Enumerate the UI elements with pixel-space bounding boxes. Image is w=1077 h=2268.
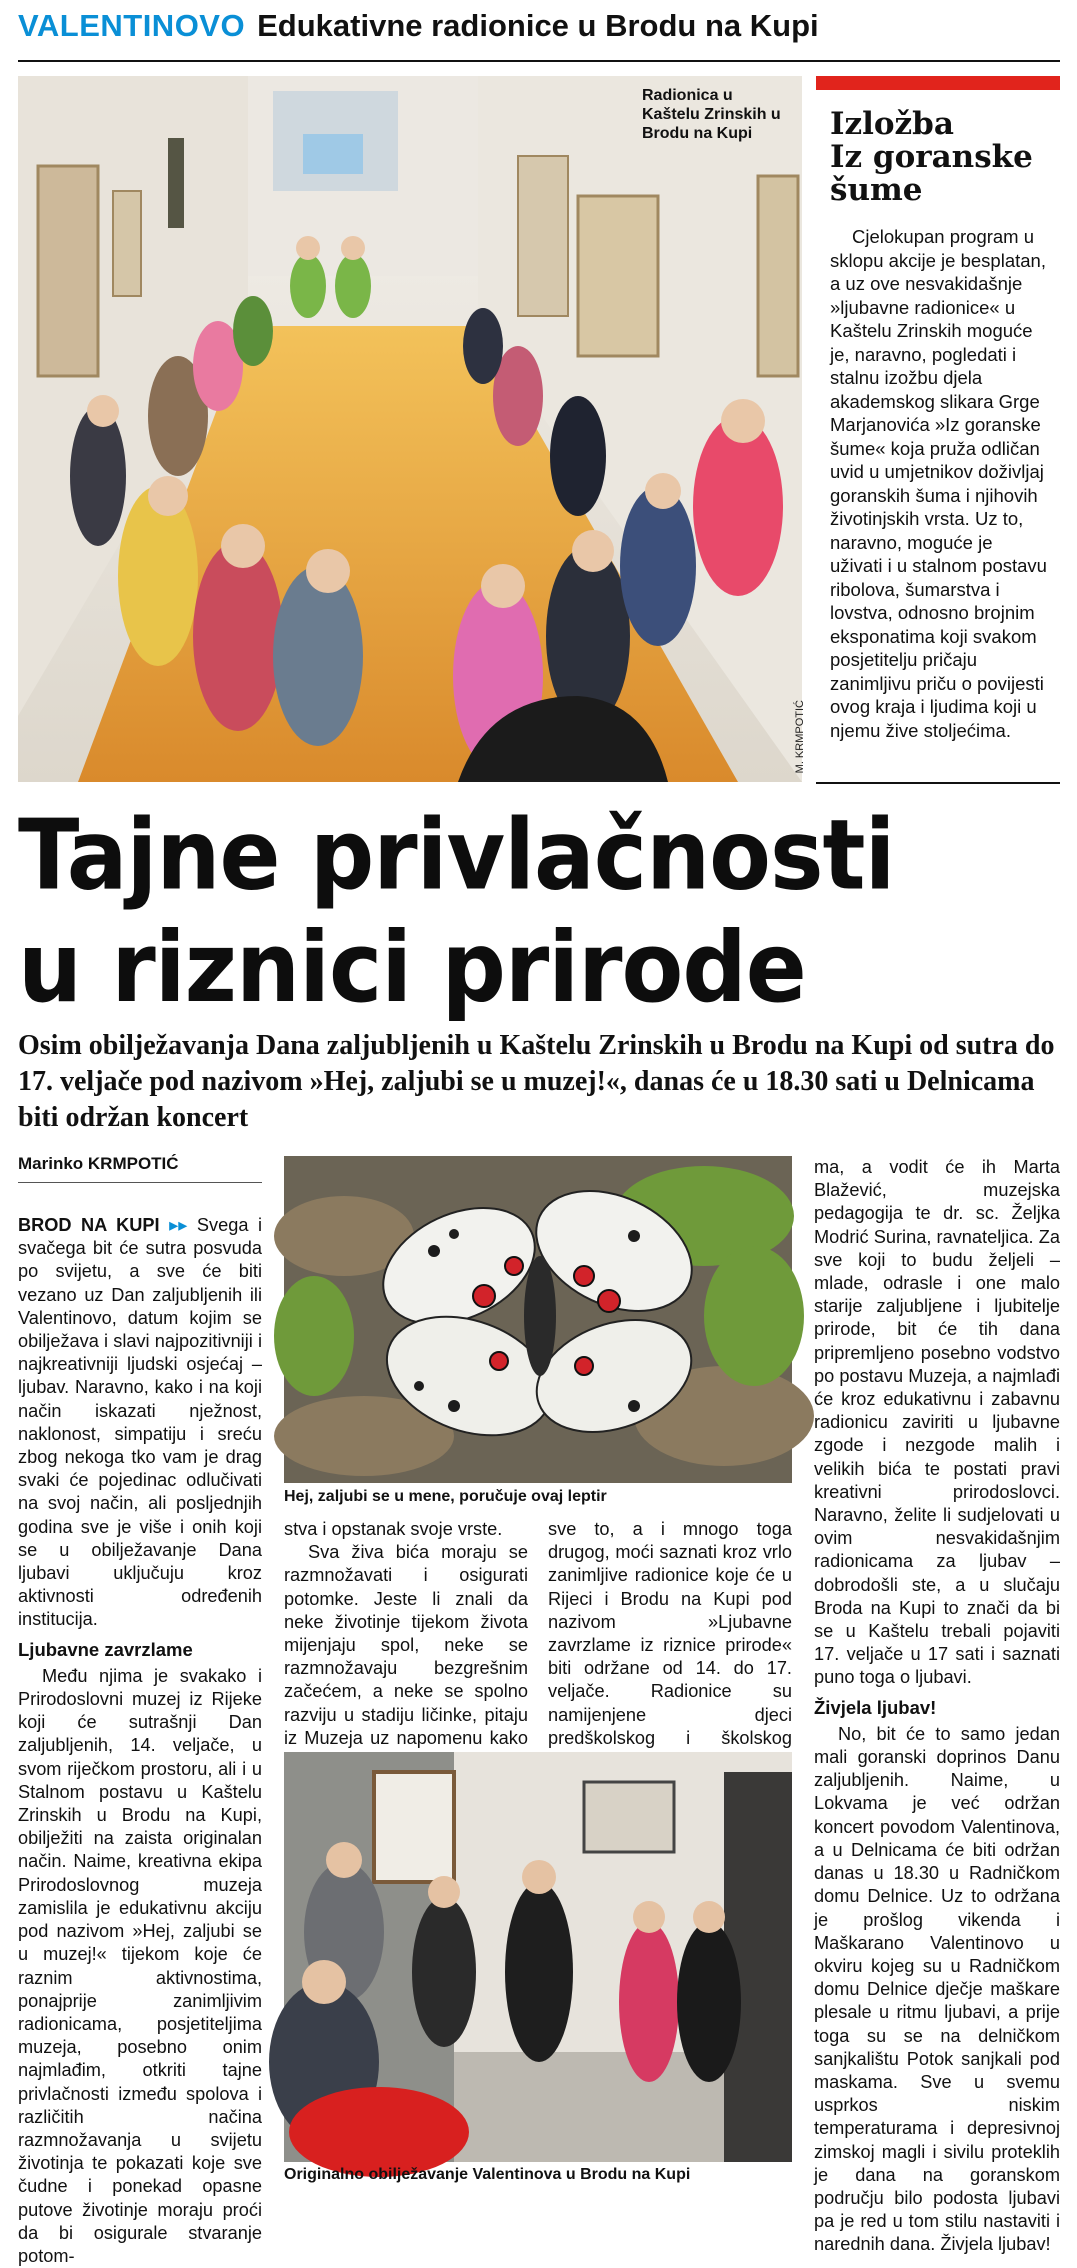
article-column-4: [814, 1156, 1060, 2255]
butterfly-caption: Hej, zaljubi se u mene, poručuje ovaj leptir: [284, 1488, 607, 1505]
section-header: [18, 8, 1060, 62]
paragraph-text: Svega i svačega bit će sutra posvuda po svijetu, a sve će biti vezano uz Dan zaljubljenih ili Valentinovo, datum kojim se obilježava i slavi najpozitivniji i najkreativniji ljudski osjećaj – ljubav. Naravno, kako i na koji način iskazati nježnost, naklonost, simpatiju i sreću zbog nekoga tko vam je drag svaki će pojedinac odlučivati na svoj način, ali posljednjih godina sve je više i onih koji se u obilježavanje Dana ljubavi uključuju kroz aktivnosti određenih institucija.: [18, 1215, 262, 1630]
headline-line: u riznici prirode: [18, 911, 806, 1025]
group-caption: Originalno obilježavanje Valentinova u Brodu na Kupi: [284, 2166, 691, 2183]
subheadline: Osim obilježavanja Dana zaljubljenih u Kaštelu Zrinskih u Brodu na Kupi od sutra do 17. veljače pod nazivom »Hej, zaljubi se u muzej!«, danas će u 18.30 sati u Delnicama biti održan koncert: [18, 1030, 1055, 1133]
article-paragraph: Među njima je svakako i Prirodoslovni muzej iz Rijeke koji će sutrašnji Dan zaljubljenih, 14. veljače, u svom riječkom prostoru, ali i u Stalnom postavu u Kaštelu Zrinskih u Brodu na Kupi, obilježiti na zaista originalan način. Naime, kreativna ekipa Prirodoslovnog muzeja zamislila je edukativnu akciju pod nazivom »Hej, zaljubi se u muzej!« tijekom koje će raznim aktivnostima, ponajprije zanimljivim radionicama, posjetiteljima muzeja, posebno onim najmlađim, otkriti tajne privlačnosti između spolova i različitih načina razmnožavanja u svijetu životinja te pokazati koje sve čudne i ponekad opasne putove životinje moraju proći da bi osigurale stvaranje potom-: [18, 1665, 262, 2266]
author-name: Marinko KRMPOTIĆ: [18, 1154, 179, 1173]
headline-line: Tajne privlačnosti: [18, 798, 895, 913]
author-box: [18, 1154, 262, 1183]
photo-credit: M. KRMPOTIĆ: [794, 700, 806, 774]
top-photo-caption: Radionica u Kaštelu Zrinskih u Brodu na Kupi: [642, 87, 781, 142]
article-subhead: Ljubavne zavrzlame: [18, 1638, 193, 1660]
article-paragraph: Sva živa bića moraju se razmnožavati i osigurati potomke. Jeste li znali da neke životinje tijekom života mijenjaju spol, neke se razmnožavaju bezgrešnim začećem, a neke se spolno razviju u stadiju ličinke, pitaju iz Muzeja uz napomenu kako: [284, 1542, 528, 1748]
butterfly-photo: [284, 1156, 792, 1483]
article-paragraph: [18, 1214, 262, 1632]
article-column-2: [284, 1518, 528, 1748]
article-paragraph: No, bit će to samo jedan mali goranski doprinos Danu zaljubljenih. Naime, u Lokvama je već održan koncert povodom Valentinova, a u Delnicama će biti održan danas u 18.30 u Radničkom domu Delnice. Uz to održana je prošlog vikenda i Maškarano Valentinovo u okviru kojeg su u Radničkom domu Delnice dječje maškare plesale u ritmu ljubavi, a prije toga su se na delničkom sanjkalištu Potok sanjkali pod maskama. Sve u svemu usprkos niskim temperaturama i depresivnoj zimskoj magli i sivilu proteklih je dana na goranskom području bilo podosta ljubavi pa je red u tom stilu nastaviti i narednih dana. Živjela ljubav!: [814, 1723, 1060, 2255]
article-column-1: [18, 1214, 262, 2266]
article-subhead: Živjela ljubav!: [814, 1696, 937, 1718]
section-kicker: Edukativne radionice u Brodu na Kupi: [257, 8, 819, 43]
article-paragraph: ma, a vodit će ih Marta Blažević, muzejska pedagogija te dr. sc. Željka Modrić Surina, ravnateljica. Za sve koji to budu željeli – mlade, odrasle i one malo starije zaljubljene i ljubitelje prirode, bit će tih dana pripremljeno posebno vodstvo po postavu Muzeja, a najmlađi će kroz edukativnu i zabavnu radionicu zaviriti u ljubavne zgode i nezgode malih i velikih bića te postati pravi kreativni prirodoslovci. Naravno, želite li sudjelovati u ovim nesvakidašnjim radionicama za ljubav – dobrodošli ste, a u slučaju Broda na Kupi to znači da bi se u Kaštelu trebali pojaviti 17. veljače u 17 sati i saznati puno toga o ljubavi.: [814, 1157, 1060, 1688]
sidebar-box: [816, 76, 1060, 784]
dateline: BROD NA KUPI: [18, 1215, 160, 1235]
workshop-photo: [18, 76, 802, 782]
headline: [18, 800, 1068, 1025]
rubric-label: VALENTINOVO: [18, 8, 246, 43]
article-paragraph: stva i opstanak svoje vrste.: [284, 1519, 503, 1539]
sidebar-accent-bar: [816, 76, 1060, 90]
article-column-3: [548, 1518, 792, 1748]
arrow-icon: ▸▸: [169, 1215, 188, 1235]
article-paragraph: sve to, a i mnogo toga drugog, moći saznati kroz vrlo zanimljive radionice koje će u Rijeci i Brodu na Kupi pod nazivom »Ljubavne zavrzlame iz riznice prirode« biti održane od 14. do 17. veljače. Radionice su namijenjene djeci predškolskog i školskog: [548, 1519, 792, 1748]
sidebar-title-line: Izložba: [830, 106, 954, 142]
sidebar-title-line: šume: [830, 172, 923, 208]
group-photo: [284, 1752, 792, 2162]
sidebar-title: [830, 108, 1060, 207]
sidebar-title-line: Iz goranske: [830, 139, 1033, 175]
sidebar-text: Cjelokupan program u sklopu akcije je besplatan, a uz ove nesvakidašnje »ljubavne radionice« u Kaštelu Zrinskih moguće je, naravno, pogledati i stalnu izožbu djela akademskog slikara Grge Marjanovića »Iz goranske šume« koja pruža odličan uvid u umjetnikov doživljaj goranskih šuma i njihovih životinjskih vrsta. Uz to, naravno, moguće je uživati i u stalnom postavu ribolova, šumarstva i lovstva, odnosno brojnim eksponatima koji svakom posjetitelju pričaju zanimljivu priču o povijesti ovog kraja i ljudima koji u njemu žive stoljećima.: [830, 226, 1047, 741]
